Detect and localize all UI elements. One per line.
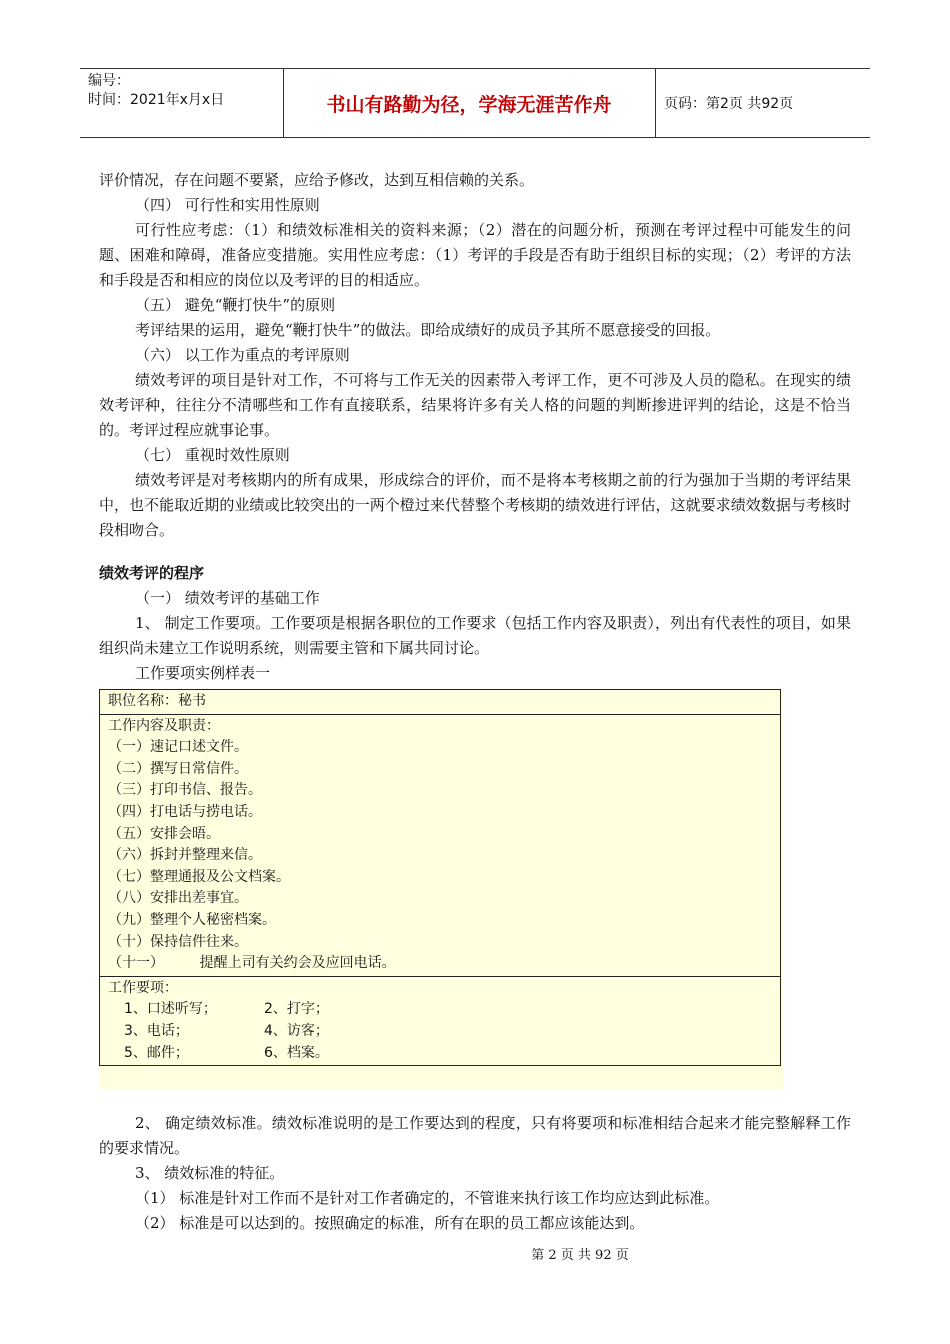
key-items-row bbox=[108, 1043, 772, 1065]
subheading: （一） 绩效考评的基础工作 bbox=[135, 589, 320, 607]
document-date: 时间：2021年x月x日 bbox=[88, 92, 225, 108]
duty-item: （五）安排会晤。 bbox=[108, 825, 220, 842]
duty-item: （三）打印书信、报告。 bbox=[108, 782, 262, 799]
list-item: （2） 标准是可以达到的。按照确定的标准，所有在职的员工都应该能达到。 bbox=[135, 1214, 645, 1232]
duty-item: （八）安排出差事宜。 bbox=[108, 890, 248, 907]
paragraph: 考评结果的运用，避免“鞭打快牛”的做法。即给成绩好的成员予其所不愿意接受的回报。 bbox=[135, 321, 721, 339]
subheading: （五） 避免“鞭打快牛”的原则 bbox=[135, 296, 336, 314]
table-row-items bbox=[100, 977, 780, 1065]
paragraph: 绩效考评是对考核期内的所有成果，形成综合的评价，而不是将本考核期之前的行为强加于当期的考评结果中，也不能取近期的业绩或比较突出的一两个橙过来代替整个考核期的绩效进行评估，这就要求绩效数据与考核时段相吻合。 bbox=[99, 471, 851, 539]
key-item: 2、打字； bbox=[264, 1001, 329, 1018]
key-item: 4、访客； bbox=[264, 1022, 329, 1039]
duty-item: （二）撰写日常信件。 bbox=[108, 760, 248, 777]
duty-item: （六）拆封并整理来信。 bbox=[108, 847, 262, 864]
paragraph: 绩效考评的项目是针对工作，不可将与工作无关的因素带入考评工作，更不可涉及人员的隐私。在现实的绩效考评种，往往分不清哪些和工作有直接联系，结果将许多有关人格的问题的判断掺进评判的结论，这是不恰当的。考评过程应就事论事。 bbox=[99, 371, 851, 439]
page-header bbox=[80, 68, 870, 138]
header-page-number: 页码：第2页 共92页 bbox=[664, 96, 794, 112]
section-title: 绩效考评的程序 bbox=[99, 564, 205, 582]
list-item: 2、 确定绩效标准。绩效标准说明的是工作要达到的程度，只有将要项和标准相结合起来才能完整解释工作的要求情况。 bbox=[99, 1114, 851, 1157]
duty-item: （一）速记口述文件。 bbox=[108, 739, 248, 756]
list-item: 1、 制定工作要项。工作要项是根据各职位的工作要求（包括工作内容及职责），列出有代表性的项目，如果组织尚未建立工作说明系统，则需要主管和下属共同讨论。 bbox=[99, 614, 851, 657]
items-title: 工作要项： bbox=[108, 979, 178, 996]
document-number: 编号： bbox=[88, 73, 130, 89]
duty-item: （四）打电话与捞电话。 bbox=[108, 803, 262, 820]
header-motto: 书山有路勤为径，学海无涯苦作舟 bbox=[326, 93, 612, 116]
key-items-row bbox=[108, 999, 772, 1021]
paragraph: 评价情况，存在问题不要紧，应给予修改，达到互相信赖的关系。 bbox=[99, 171, 535, 189]
table-caption: 工作要项实例样表一 bbox=[135, 664, 271, 682]
paragraph: 可行性应考虑：（1）和绩效标准相关的资料来源；（2）潜在的问题分析，预测在考评过程中可能发生的问题、困难和障碍，准备应变措施。实用性应考虑：（1）考评的手段是否有助于组织目标的实现；（2）考评的方法和手段是否和相应的岗位以及考评的目的相适应。 bbox=[99, 221, 851, 289]
list-item: （1） 标准是针对工作而不是针对工作者确定的，不管谁来执行该工作均应达到此标准。 bbox=[135, 1189, 720, 1207]
duty-item: （七）整理通报及公文档案。 bbox=[108, 868, 290, 885]
example-table bbox=[99, 689, 781, 1066]
key-item: 3、电话； bbox=[124, 1022, 189, 1039]
footer-page-number: 第 2 页 共 92 页 bbox=[531, 1248, 629, 1263]
page-footer bbox=[0, 1244, 950, 1263]
table-row-position bbox=[100, 690, 780, 715]
header-divider bbox=[655, 69, 656, 137]
table-row-duties bbox=[100, 715, 780, 977]
duty-item: （十）保持信件往来。 bbox=[108, 933, 248, 950]
header-meta bbox=[88, 72, 283, 110]
duties-title: 工作内容及职责： bbox=[108, 717, 220, 734]
duty-item: （十一） 提醒上司有关约会及应回电话。 bbox=[108, 955, 396, 972]
duty-item: （九）整理个人秘密档案。 bbox=[108, 911, 276, 928]
example-table-background bbox=[99, 689, 783, 1089]
list-item: 3、 绩效标准的特征。 bbox=[135, 1164, 285, 1182]
body-text-continued bbox=[99, 1111, 851, 1236]
position-title: 职位名称：秘书 bbox=[108, 693, 206, 709]
subheading: （四） 可行性和实用性原则 bbox=[135, 196, 320, 214]
subheading: （六） 以工作为重点的考评原则 bbox=[135, 346, 350, 364]
body-text bbox=[99, 168, 851, 686]
key-item: 5、邮件； bbox=[124, 1044, 189, 1061]
subheading: （七） 重视时效性原则 bbox=[135, 446, 290, 464]
key-item: 6、档案。 bbox=[264, 1044, 329, 1061]
key-item: 1、口述听写； bbox=[124, 1001, 217, 1018]
key-items-row bbox=[108, 1021, 772, 1043]
